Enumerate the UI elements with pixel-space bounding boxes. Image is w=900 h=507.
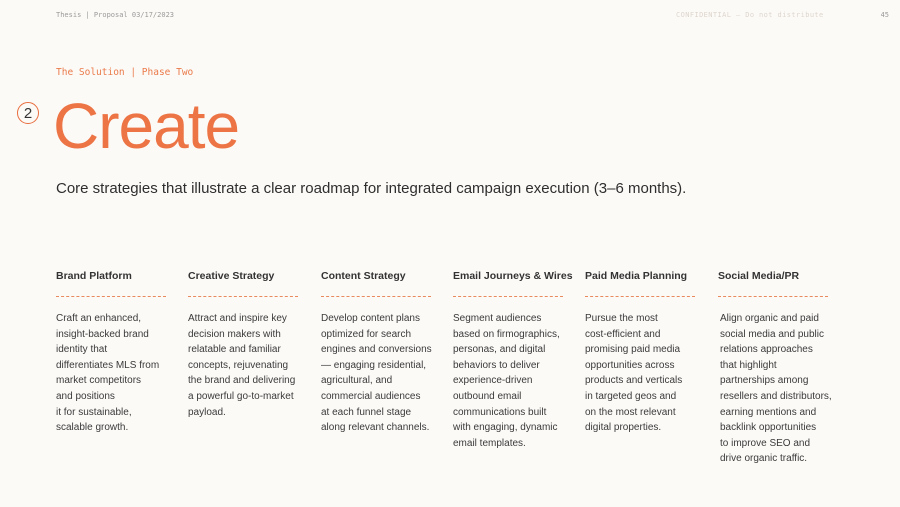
step-number: 2 [23,104,33,122]
column-body: Segment audiences based on firmographics, personas, and digital behaviors to deliver experience-driven outbound email communications built with engaging, dynamic email templates. [453,313,560,449]
dashed-divider [188,296,298,297]
column-heading: Paid Media Planning [585,270,688,282]
document-label: Thesis | Proposal 03/17/2023 [56,11,175,19]
page-number: 45 [880,11,889,19]
column-body: Craft an enhanced, insight-backed brand identity that differentiates MLS from market competitors and positions it for sustainable, scalable growth. [56,313,160,434]
section-eyebrow: The Solution | Phase Two [56,67,194,78]
strategy-column-paid-media [585,270,705,436]
column-heading: Social Media/PR [718,270,800,282]
dashed-divider [718,296,828,297]
strategy-column-content-strategy [321,270,441,436]
dashed-divider [321,296,431,297]
column-heading: Content Strategy [321,270,406,282]
confidential-notice: CONFIDENTIAL – Do not distribute [676,11,824,19]
column-heading: Email Journeys & Wires [453,270,573,282]
page-subtitle: Core strategies that illustrate a clear roadmap for integrated campaign execution (3–6 months). [56,180,687,197]
column-heading: Creative Strategy [188,270,275,282]
column-body: Align organic and paid social media and public relations approaches that highlight partnerships among resellers and distributors, earning mentions and backlink opportunities to improve SEO and drive organic traffic. [720,313,832,465]
step-number-badge [17,102,39,124]
column-body: Develop content plans optimized for search engines and conversions — engaging residential, agricultural, and commercial audiences at each funnel stage along relevant channels. [321,313,432,434]
column-heading: Brand Platform [56,270,132,282]
top-bar [56,11,889,21]
dashed-divider [585,296,695,297]
column-body: Pursue the most cost-efficient and promising paid media opportunities across products and verticals in targeted geos and on the most relevant digital properties. [585,313,683,434]
strategy-column-creative-strategy [188,270,308,420]
column-body: Attract and inspire key decision makers with relatable and familiar concepts, rejuvenating the brand and delivering a powerful go-to-market payload. [188,313,296,418]
page-title: Create [53,90,240,162]
strategy-column-email-journeys [453,270,573,451]
dashed-divider [56,296,166,297]
dashed-divider [453,296,563,297]
strategy-column-brand-platform [56,270,176,436]
strategy-column-social-media-pr [718,270,838,467]
